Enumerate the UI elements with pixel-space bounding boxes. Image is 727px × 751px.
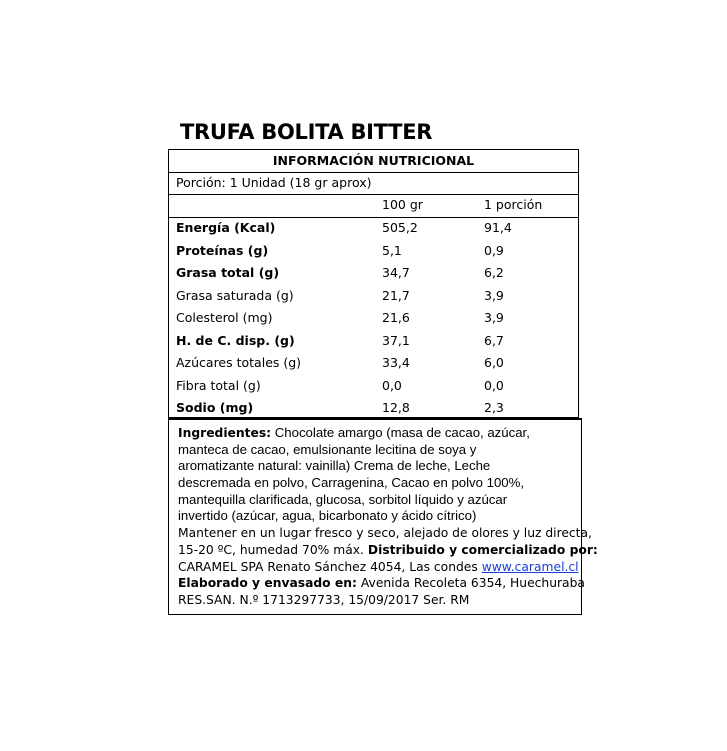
table-row [169, 307, 578, 329]
column-header-row [169, 194, 578, 216]
table-row [169, 262, 578, 284]
row-value-portion: 91,4 [484, 220, 512, 235]
portion-label: Porción: 1 Unidad (18 gr aprox) [176, 175, 372, 190]
ingredients-line: aromatizante natural: vainilla) Crema de leche, Leche [178, 458, 491, 474]
table-header: INFORMACIÓN NUTRICIONAL [272, 153, 475, 168]
row-label: Colesterol (mg) [176, 310, 273, 325]
row-value-portion: 6,0 [484, 355, 504, 370]
storage-conditions: 15-20 ºC, humedad 70% máx. [178, 542, 368, 557]
row-value-portion: 6,7 [484, 332, 504, 348]
row-label: Proteínas (g) [176, 242, 269, 258]
row-value-100g: 12,8 [382, 400, 410, 415]
table-row [169, 217, 578, 239]
made-address: Avenida Recoleta 6354, Huechuraba [356, 576, 585, 591]
ingredients-box [168, 418, 598, 615]
row-value-100g: 37,1 [382, 332, 410, 348]
col-100g: 100 gr [382, 197, 423, 212]
row-value-100g: 21,6 [382, 310, 410, 325]
row-value-portion: 0,0 [484, 377, 504, 393]
row-value-portion: 6,2 [484, 265, 504, 280]
ingredients-line: mantequilla clarificada, glucosa, sorbitol líquido y azúcar [178, 491, 508, 507]
row-value-100g: 505,2 [382, 220, 418, 235]
row-value-portion: 3,9 [484, 310, 504, 325]
ingredients-line: Chocolate amargo (masa de cacao, azúcar, [271, 425, 530, 440]
row-value-portion: 0,9 [484, 242, 504, 258]
table-row [169, 285, 578, 307]
ingredients-line: descremada en polvo, Carragenina, Cacao en polvo 100%, [178, 475, 525, 491]
table-row [169, 375, 578, 397]
row-value-portion: 3,9 [484, 287, 504, 303]
ingredients-line: manteca de cacao, emulsionante lecitina de soya y [178, 441, 477, 457]
ingredients-line: invertido (azúcar, agua, bicarbonato y ácido cítrico) [178, 508, 477, 524]
made-label: Elaborado y envasado en: [178, 576, 357, 591]
website-link[interactable]: www.caramel.cl [481, 559, 579, 574]
row-value-100g: 5,1 [382, 242, 402, 258]
col-portion: 1 porción [484, 197, 543, 212]
row-value-portion: 2,3 [484, 400, 504, 415]
row-value-100g: 34,7 [382, 265, 410, 280]
nutrition-table [168, 149, 579, 418]
row-label: Sodio (mg) [176, 400, 254, 415]
distributor-address: CARAMEL SPA Renato Sánchez 4054, Las condes [178, 559, 482, 574]
distributed-label: Distribuido y comercializado por: [367, 542, 598, 557]
ingredients-label: Ingredientes: [178, 426, 272, 440]
row-value-100g: 33,4 [382, 355, 410, 370]
product-title: TRUFA BOLITA BITTER [180, 120, 433, 144]
row-value-100g: 0,0 [382, 377, 402, 393]
portion-row [169, 172, 578, 194]
table-header-row [169, 150, 578, 172]
table-row [169, 397, 578, 419]
table-row [169, 330, 578, 352]
row-label: Grasa saturada (g) [176, 287, 294, 303]
row-value-100g: 21,7 [382, 287, 410, 303]
row-label: H. de C. disp. (g) [176, 332, 295, 348]
row-label: Azúcares totales (g) [176, 355, 302, 370]
storage-line: Mantener en un lugar fresco y seco, alejado de olores y luz directa, [178, 526, 592, 541]
row-label: Energía (Kcal) [176, 220, 276, 235]
res-san: RES.SAN. N.º 1713297733, 15/09/2017 Ser. RM [178, 592, 470, 607]
table-row [169, 240, 578, 262]
row-label: Fibra total (g) [176, 377, 261, 393]
table-row [169, 352, 578, 374]
ingredients-text [178, 425, 598, 609]
row-label: Grasa total (g) [176, 265, 280, 280]
